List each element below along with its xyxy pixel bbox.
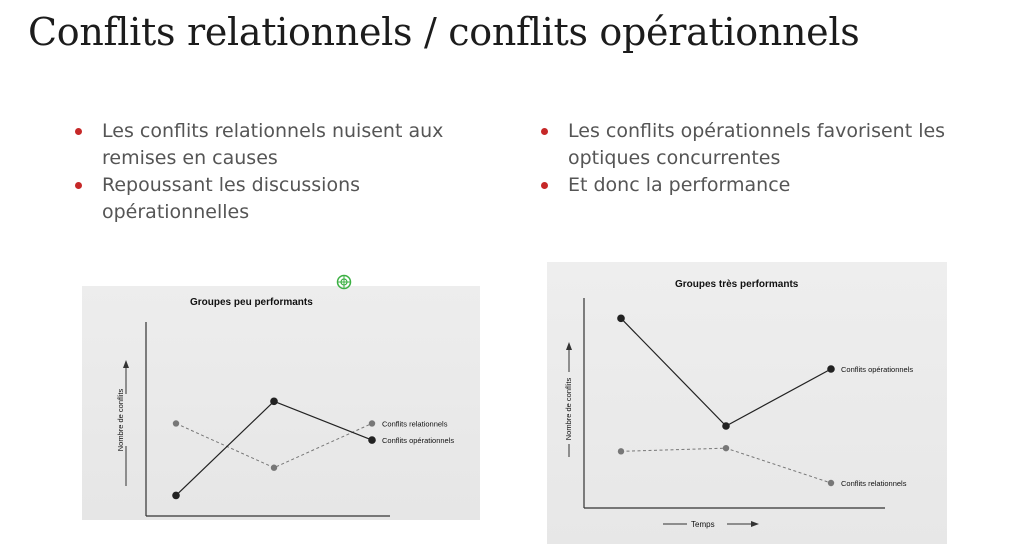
bullet-item: Les conflits relationnels nuisent aux remises en causes bbox=[72, 118, 492, 172]
y-axis-label: Nombre de conflits bbox=[564, 377, 573, 441]
chart-svg bbox=[82, 286, 480, 520]
data-point-1-1 bbox=[270, 398, 278, 406]
data-point-0-1 bbox=[722, 422, 730, 430]
data-point-0-0 bbox=[617, 315, 625, 323]
bullet-item: Les conflits opérationnels favorisent les optiques concurrentes bbox=[538, 118, 978, 172]
data-point-1-1 bbox=[723, 445, 729, 451]
chart-low-performing-groups bbox=[82, 286, 480, 520]
y-axis-label: Nombre de conflits bbox=[116, 388, 125, 452]
plot-area bbox=[617, 315, 913, 488]
cursor-target-icon bbox=[336, 274, 352, 290]
data-point-1-2 bbox=[368, 436, 376, 444]
x-axis-label: Temps bbox=[691, 520, 715, 529]
series-label-1: Conflits relationnels bbox=[841, 479, 907, 488]
data-point-0-2 bbox=[827, 365, 835, 373]
data-point-1-0 bbox=[618, 448, 624, 454]
x-arrow-head bbox=[751, 521, 759, 527]
series-label-1: Conflits opérationnels bbox=[382, 436, 455, 446]
data-point-1-2 bbox=[828, 480, 834, 486]
chart-svg bbox=[547, 262, 947, 544]
data-point-0-0 bbox=[173, 420, 179, 426]
series-line-1 bbox=[621, 448, 831, 483]
data-point-0-1 bbox=[271, 465, 277, 471]
plot-area bbox=[172, 398, 454, 500]
bullet-item: Et donc la performance bbox=[538, 172, 978, 199]
data-point-1-0 bbox=[172, 492, 180, 500]
slide-title: Conflits relationnels / conflits opérationnels bbox=[28, 10, 860, 54]
series-line-1 bbox=[176, 401, 372, 495]
series-line-0 bbox=[621, 318, 831, 426]
series-label-0: Conflits relationnels bbox=[382, 419, 448, 429]
y-arrow-head bbox=[123, 360, 129, 368]
data-point-0-2 bbox=[369, 420, 375, 426]
chart-title: Groupes peu performants bbox=[190, 297, 313, 308]
series-line-0 bbox=[176, 423, 372, 467]
bullet-list-right bbox=[538, 118, 978, 199]
bullet-item: Repoussant les discussions opérationnelles bbox=[72, 172, 492, 226]
y-arrow-head bbox=[566, 342, 572, 350]
bullet-list-left bbox=[72, 118, 492, 226]
chart-high-performing-groups bbox=[547, 262, 947, 544]
chart-title: Groupes très performants bbox=[675, 279, 799, 290]
series-label-0: Conflits opérationnels bbox=[841, 365, 914, 374]
